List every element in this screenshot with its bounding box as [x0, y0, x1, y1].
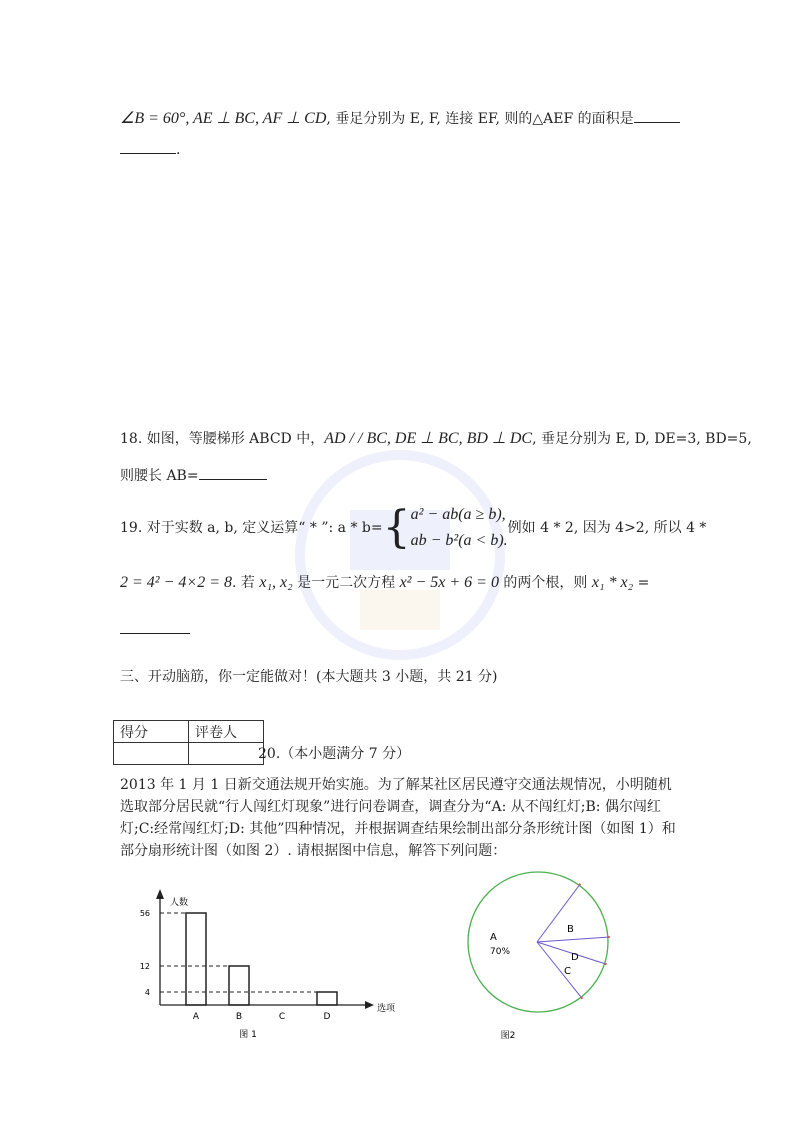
score-cell[interactable] [114, 743, 189, 765]
q19-line-3 [120, 622, 190, 638]
pie-chart-figure-2 [460, 870, 630, 1045]
pie-label-D: D [571, 952, 579, 963]
q19-roots: x₁, x₂ [259, 574, 293, 591]
q19-lead: 19. 对于实数 a, b, 定义运算“ * ”: a * b= [120, 520, 383, 536]
q19-cases [411, 502, 508, 554]
pie-tick-2 [605, 964, 607, 965]
y-tick-12: 12 [139, 962, 150, 971]
pie-tick-0 [579, 884, 580, 886]
pie-label-A: A [490, 932, 497, 943]
q19-case-1: a² − ab(a ≥ b), [410, 506, 506, 523]
section-3-heading: 三、开动脑筋，你一定能做对！(本大题共 3 小题，共 21 分) [120, 669, 498, 685]
pie-radius-1 [537, 937, 608, 942]
pie-label-B: B [567, 924, 574, 935]
x-tick-C: C [278, 1012, 286, 1022]
bar-chart-figure-1 [130, 885, 420, 1045]
grader-cell[interactable] [189, 743, 264, 765]
score-table [113, 720, 264, 765]
pie-label-A-percent: 70% [490, 947, 511, 957]
q18-blank[interactable] [199, 479, 267, 480]
q20-label: 20.（本小题满分 7 分） [258, 746, 411, 762]
q17-text: , 垂足分别为 E, F, 连接 EF, 则的△AEF 的面积是 [326, 111, 634, 127]
watermark-emblem [290, 440, 510, 670]
pie-radius-3 [537, 942, 581, 997]
q18-lead: 18. 如图，等腰梯形 ABCD 中， [120, 431, 325, 447]
q19-brace: { [382, 502, 411, 553]
x-tick-B: B [235, 1012, 243, 1022]
x-tick-D: D [323, 1012, 331, 1022]
q20-body: 2013 年 1 月 1 日新交通法规开始实施。为了解某社区居民遵守交通法规情况，小明随机选取部分居民就“行人闯红灯现象”进行问卷调查，调查分为“A: 从不闯红灯;B: 偶尔闯红灯;C:经常闯红灯;D: 其他”四种情况，并根据调查结果绘制出部分条形统计图（如图 1）和部分扇形统计图（如图 2）. 请根据图中信息，解答下列问题： [120, 777, 676, 859]
x-tick-A: A [192, 1012, 200, 1022]
score-header: 得分 [114, 721, 189, 743]
q19-line-2 [120, 572, 649, 592]
bar-D [317, 992, 337, 1005]
q17-end: . [176, 142, 181, 158]
pie-tick-3 [581, 997, 582, 999]
x-axis-arrow [365, 1001, 374, 1009]
y-axis-label: 人数 [170, 898, 189, 908]
q19-equation: x² − 5x + 6 = 0 [399, 574, 499, 591]
q19-case-2: ab − b²(a < b). [410, 532, 508, 549]
bar-B [229, 966, 249, 1005]
q17-line-2 [120, 142, 180, 158]
pie-label-C: C [564, 966, 571, 977]
q19-text-c: 的两个根，则 [498, 575, 592, 591]
q19-example: 2 = 4² − 4×2 = 8 [120, 574, 232, 591]
bar-A [186, 913, 206, 1005]
q17-blank-2[interactable] [120, 153, 176, 154]
q19-text-a: . 若 [231, 575, 260, 591]
figure-2-caption: 图2 [500, 1031, 516, 1041]
q19-text-b: 是一元二次方程 [292, 575, 400, 591]
q17-blank-1[interactable] [634, 122, 680, 123]
q17-line [120, 108, 680, 128]
q18-line-1 [120, 428, 752, 448]
q18-line-2 [120, 465, 267, 485]
q19-line-1 [120, 502, 706, 554]
q19-end: = [633, 575, 650, 591]
q19-blank[interactable] [120, 633, 190, 634]
y-tick-56: 56 [139, 909, 150, 918]
q17-math: ∠B = 60°, AE ⊥ BC, AF ⊥ CD [120, 110, 327, 127]
grader-header: 评卷人 [189, 721, 264, 743]
q18-line2: 则腰长 AB= [120, 468, 199, 484]
figure-1-caption: 图 1 [239, 1030, 257, 1040]
y-axis-arrow [156, 889, 164, 899]
x-axis-label: 选项 [377, 1004, 396, 1014]
y-tick-4: 4 [144, 988, 150, 997]
q18-math: AD / / BC, DE ⊥ BC, BD ⊥ DC [324, 430, 533, 447]
q19-tail: 例如 4 * 2, 因为 4>2, 所以 4 * [507, 520, 707, 536]
q19-expression: x₁ * x₂ [591, 574, 634, 591]
q18-tail: , 垂足分别为 E, D, DE=3, BD=5, [532, 431, 752, 447]
